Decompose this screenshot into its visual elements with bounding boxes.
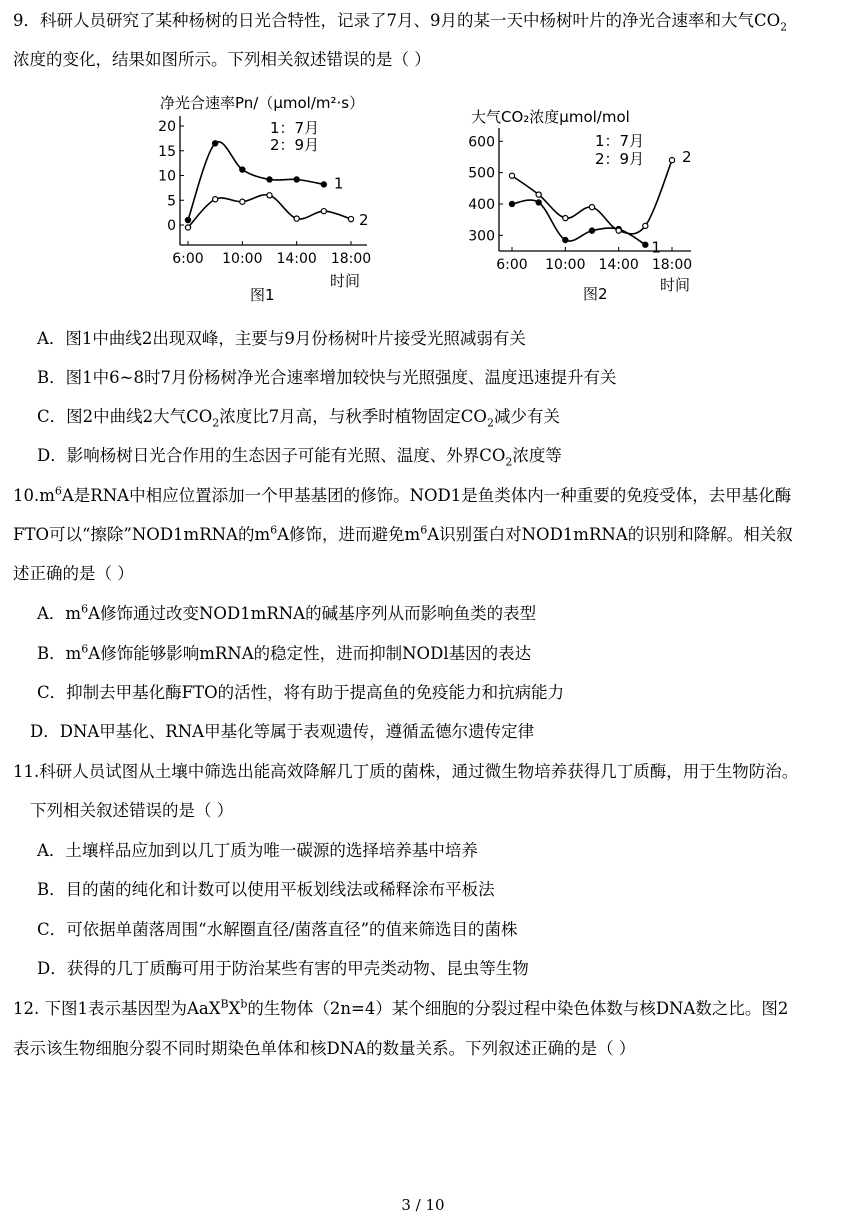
fig1-ytick-label: 10	[158, 168, 176, 185]
fig1-series-1-point	[213, 141, 218, 146]
fig2-ylabel: 大气CO₂浓度μmol/mol	[471, 108, 630, 126]
fig2-xtick-label: 6:00	[496, 257, 528, 273]
q9-option-a: A．图1中曲线2出现双峰，主要与9月份杨树叶片接受光照减弱有关	[37, 329, 526, 348]
fig1-series-2-point	[348, 216, 353, 221]
fig2-series-2-point	[643, 223, 648, 228]
q9-stem-line2: 浓度的变化，结果如图所示。下列相关叙述错误的是（ ）	[13, 50, 431, 69]
fig1-series-2-point	[267, 193, 272, 198]
q11-stem-line2: 下列相关叙述错误的是（ ）	[30, 801, 234, 820]
fig2-xtick-label: 18:00	[651, 257, 693, 273]
q11-option-d: D．获得的几丁质酶可用于防治某些有害的甲壳类动物、昆虫等生物	[37, 959, 529, 978]
fig2-series-1-point	[509, 201, 514, 206]
fig2-series-1-label: 1	[651, 238, 661, 257]
fig1-xtick-label: 6:00	[172, 251, 204, 267]
fig2-ytick-label: 300	[468, 228, 495, 245]
fig2-series-2-label: 2	[682, 148, 692, 167]
fig2-series-1-point	[589, 228, 594, 233]
fig1-series-2-point	[185, 225, 190, 230]
fig1-ytick-label: 5	[167, 193, 176, 210]
q12-stem-line1: 12. 下图1表示基因型为$AaX^BX^b$的生物体（2n=4）某个细胞的分裂过程中染色体数与核DNA数之比。图2	[13, 997, 789, 1018]
fig2-series-2-point	[616, 228, 621, 233]
fig1-series-1-point	[267, 177, 272, 182]
fig2-ytick-label: 400	[468, 196, 495, 213]
figure2-co2-concentration-chart	[465, 98, 715, 303]
fig2-series-1-point	[643, 242, 648, 247]
q11-option-b: B．目的菌的纯化和计数可以使用平板划线法或稀释涂布平板法	[37, 880, 495, 899]
fig2-series-2-line	[512, 160, 672, 234]
fig1-ylabel: 净光合速率Pn/（μmol/m²·s）	[160, 94, 365, 112]
fig1-series-2-point	[294, 216, 299, 221]
q10-option-c: C．抑制去甲基化酶FTO的活性，将有助于提高鱼的免疫能力和抗病能力	[37, 683, 565, 702]
fig1-xtick-label: 10:00	[222, 251, 263, 267]
fig1-xtick-label: 14:00	[276, 251, 317, 267]
fig2-caption: 图2	[583, 285, 608, 303]
fig2-ytick-label: 500	[468, 165, 495, 182]
q11-option-a: A．土壤样品应加到以几丁质为唯一碳源的选择培养基中培养	[37, 841, 478, 860]
fig1-series-1-point	[185, 217, 190, 222]
fig1-ytick-label: 20	[158, 119, 176, 135]
fig2-xtick-label: 14:00	[598, 257, 639, 273]
fig2-series-2-point	[536, 192, 541, 197]
q10-option-b: B．$m^6A$修饰能够影响mRNA的稳定性，进而抑制NODl基因的表达	[37, 642, 532, 663]
fig1-series-2-label: 2	[359, 211, 369, 230]
fig2-xlabel: 时间	[660, 276, 691, 294]
fig2-series-1-point	[536, 200, 541, 205]
q11-stem-line1: 11.科研人员试图从土壤中筛选出能高效降解几丁质的菌株，通过微生物培养获得几丁质酶，用于生物防治。	[13, 762, 799, 781]
page-number: 3 / 10	[401, 1196, 445, 1214]
q10-stem-line3: 述正确的是（ ）	[13, 564, 134, 583]
q9-stem-line1: 9．科研人员研究了某种杨树的日光合特性，记录了7月、9月的某一天中杨树叶片的净光合速率和大气$CO_2$	[13, 11, 788, 34]
fig2-series-1-line	[512, 200, 645, 245]
fig2-xtick-label: 10:00	[545, 257, 586, 273]
fig1-series-1-point	[240, 167, 245, 172]
q12-stem-line2: 表示该生物细胞分裂不同时期染色单体和核DNA的数量关系。下列叙述正确的是（ ）	[13, 1039, 636, 1058]
fig1-series-1-label: 1	[333, 174, 344, 193]
q9-option-c: C．图2中曲线2大气$CO_2$浓度比7月高，与秋季时植物固定$CO_2$减少有关	[37, 407, 560, 430]
fig1-series-2-point	[321, 209, 326, 214]
fig1-series-1-point	[321, 182, 326, 187]
fig1-series-2-point	[213, 197, 218, 202]
q9-option-d: D．影响杨树日光合作用的生态因子可能有光照、温度、外界$CO_2$浓度等	[37, 446, 562, 469]
fig2-series-2-point	[589, 205, 594, 210]
q10-stem-line1: $10.m^6A$是RNA中相应位置添加一个甲基基团的修饰。NOD1是鱼类体内一种重要的免疫受体，去甲基化酶	[13, 484, 792, 505]
fig1-legend-1: 1：7月	[270, 119, 320, 137]
q10-option-d: D．DNA甲基化、RNA甲基化等属于表观遗传，遵循孟德尔遗传定律	[30, 722, 535, 741]
fig2-series-2-point	[563, 215, 568, 220]
fig1-ytick-label: 15	[158, 143, 176, 160]
fig2-series-2-point	[669, 157, 674, 162]
fig2-series-2-point	[509, 173, 514, 178]
fig1-xtick-label: 18:00	[330, 251, 372, 267]
q9-option-b: B．图1中6~8时7月份杨树净光合速率增加较快与光照强度、温度迅速提升有关	[37, 368, 617, 387]
fig2-ytick-label: 600	[468, 134, 495, 151]
fig1-ytick-label: 0	[167, 218, 176, 234]
figure1-net-photosynthesis-chart	[140, 88, 400, 303]
q11-option-c: C．可依据单菌落周围“水解圈直径/菌落直径”的值来筛选目的菌株	[37, 920, 518, 939]
q10-option-a: A．$m^6A$修饰通过改变NOD1mRNA的碱基序列从而影响鱼类的表型	[37, 602, 537, 623]
fig2-series-1-point	[563, 237, 568, 242]
fig1-caption: 图1	[250, 286, 275, 303]
fig2-legend-2: 2：9月	[595, 150, 645, 168]
fig1-legend-2: 2：9月	[270, 136, 320, 154]
fig1-xlabel: 时间	[330, 272, 361, 290]
fig2-legend-1: 1：7月	[595, 132, 645, 150]
q10-stem-line2: FTO可以“擦除”NOD1mRNA的$m^6A$修饰，进而避免$m^6A$识别蛋白对NOD1mRNA的识别和降解。相关叙	[13, 523, 793, 544]
fig1-series-2-point	[240, 199, 245, 204]
fig1-series-1-point	[294, 177, 299, 182]
